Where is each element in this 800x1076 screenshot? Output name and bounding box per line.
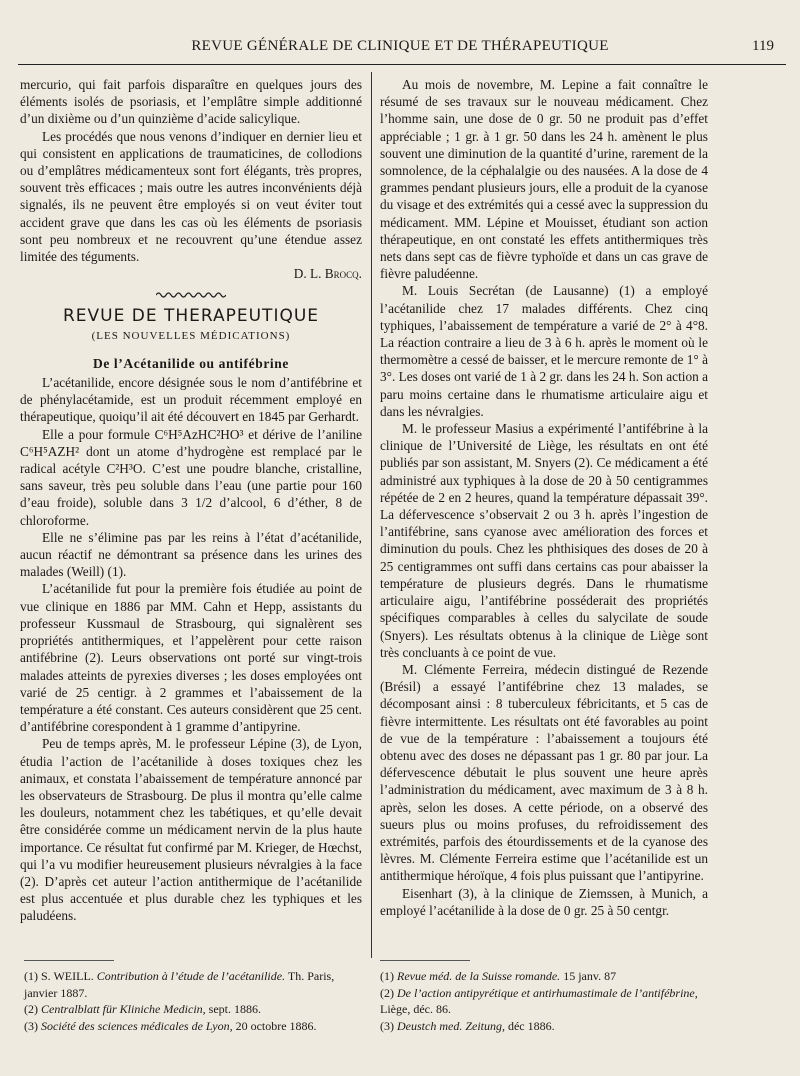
paragraph: M. Clémente Ferreira, médecin distingué de Rezende (Brésil) a essayé l’antifébrine chez 13 malades, se décomposant ainsi : 8 tuberculeux fébricitants, et 5 cas de fièvre intermittente. Les résultats ont été favorables au point de vue de la température : l’abaissement a toujours été obtenu avec des doses ne dépassant pas 1 gr. 80 par jour. La défervescence débutait le plus souvent une heure après l’administration du médicament, avec maximum de 3 à 8 h. après, selon les doses. A cette période, on a observé des sueurs plus ou moins profuses, du refroidissement des extrémités, parfois des étourdissements et de la cyanose des lèvres. M. Clémente Ferreira estime que l’acétanilide est un antithermique héroïque, 4 fois plus puissant que l’antipyrine. — [380, 661, 708, 884]
footnote-rule — [24, 960, 114, 961]
footnote: (2) De l’action antipyrétique et antirhumastimale de l’antifébrine, Liège, déc. 86. — [380, 985, 698, 1016]
footnote: (3) Deustch med. Zeitung, déc 1886. — [380, 1018, 555, 1033]
header-title: REVUE GÉNÉRALE DE CLINIQUE ET DE THÉRAPEUTIQUE — [191, 38, 609, 54]
paragraph: mercurio, qui fait parfois disparaître en quelques jours des éléments isolés de psoriasis, et l’emplâtre simple additionné d’un dixième ou d’un quinzième d’acide salicylique. — [20, 77, 362, 127]
paragraph: L’acétanilide fut pour la première fois étudiée au point de vue clinique en 1886 par MM. Cahn et Hepp, assistants du professeur Kussmaul de Strasbourg, qui signalèrent ses propriétés antithermiques, et l’appelèrent pour cette raison antifébrine (2). Leurs observations ont porté sur vingt-trois malades atteints de pyrexies diverses ; les doses employées ont varié de 25 centigr. à 2 grammes et l’abaissement de la température a été constant. Ces auteurs considèrent que 25 cent. d’antifébrine corespondent à 1 gramme d’antipyrine. — [20, 581, 362, 735]
section-title: REVUE DE THERAPEUTIQUE — [62, 306, 320, 327]
section-subtitle: (LES NOUVELLES MÉDICATIONS) — [91, 329, 291, 342]
header-rule — [18, 64, 786, 65]
footnote: (1) Revue méd. de la Suisse romande. 15 janv. 87 — [380, 969, 617, 983]
ornament-divider — [20, 288, 362, 302]
paragraph: L’acétanilide, encore désignée sous le nom d’antifébrine et de phénylacétamide, est un produit récemment employé en thérapeutique, quoiqu’il ait été découvert en 1845 par Gerhardt. — [20, 375, 362, 425]
signature: D. L. Brocq. — [293, 266, 362, 282]
paragraph: Peu de temps après, M. le professeur Lépine (3), de Lyon, étudia l’action de l’acétanilide à doses toxiques chez les animaux, et constata l’abaissement de température annoncé par les observateurs de Strasbourg. De plus il montra qu’elle calme les douleurs, notamment chez les tabétiques, et qu’elle devait être considérée comme un médicament nervin de la plus haute importance. Ce résultat fut confirmé par M. Krieger, de Hœchst, qui l’a vu modifier heureusement plusieurs névralgies à la face (2). D’après cet auteur l’action antithermique de l’acétanilide est plus accentuée et plus durable chez les typhiques et les paludéens. — [20, 736, 362, 924]
paragraph: Eisenhart (3), à la clinique de Ziemssen, à Munich, a employé l’acétanilide à la dose de 0 gr. 25 à 50 centgr. — [380, 885, 708, 918]
column-divider — [371, 72, 372, 958]
footnote: (3) Société des sciences médicales de Lyon, 20 octobre 1886. — [24, 1018, 317, 1033]
footnote: (1) S. WEILL. Contribution à l’étude de l’acétanilide. Th. Paris, janvier 1887. — [24, 969, 335, 1000]
footnotes-right — [380, 968, 708, 1034]
right-column — [380, 76, 708, 919]
signature-line — [20, 265, 362, 282]
paragraph: M. Louis Secrétan (de Lausanne) (1) a employé l’acétanilide chez 17 malades différents. Chez cinq typhiques, l’abaissement de température a varié de 2° à 4°8. La réaction contraire a lieu de 3 à 6 h. après le moment où le thermomètre a cessé de baisser, et le mercure remonte de 1° à 3°. Les doses ont varié de 1 à 2 gr. dans les 24 h. Son action a paru moins certaine dans le rhumatisme articulaire aigu et dans les névralgies. — [380, 283, 708, 419]
footnote: (2) Centralblatt für Kliniche Medicin, sept. 1886. — [24, 1002, 261, 1016]
left-column — [20, 76, 362, 925]
paragraph: Les procédés que nous venons d’indiquer en dernier lieu et qui consistent en applications de traumaticines, de collodions ou d’emplâtres médicamenteux sont fort élégants, très propres, souvent très efficaces ; mais outre les autres inconvénients déjà signalés, ils ne peuvent être employés si on veut éviter tout accident grave que dans les cas où les éléments de psoriasis sont peu nombreux et ne recouvrent qu’une étendue assez limitée des téguments. — [20, 128, 362, 265]
paragraph: Elle a pour formule C⁶H⁵AzHC²HO³ et dérive de l’aniline C⁶H⁵AZH² dont un atome d’hydrogène est remplacé par le radical acétyle C²H³O. C’est une poudre blanche, cristalline, sans saveur, très peu soluble dans l’eau (une partie pour 160 d’eau froide), soluble dans 3 1/2 d’alcool, 6 d’éther, 8 de chloroforme. — [20, 426, 362, 528]
article-title: De l’Acétanilide ou antifébrine — [93, 355, 289, 371]
paragraph: Au mois de novembre, M. Lepine a fait connaître le résumé de ses travaux sur le nouveau médicament. Chez l’homme sain, une dose de 0 gr. 50 ne produit pas d’effet appréciable ; 1 gr. à 1 gr. 50 dans les 24 h. amènent le plus souvent une diminution de la quantité d’urine, rarement de la somnolence, de la céphalalgie ou des nausées. A la dose de 4 grammes pendant plusieurs jours, elle a produit de la cyanose du visage et des extrémités qui a cessé avec la suppression du médicament. MM. Lépine et Mouisset, étudiant son action thérapeutique, en ont constaté les effets antithermiques très nets dans sept cas de fièvre typhoïde et dans un cas grave de fièvre paludéenne. — [380, 77, 708, 282]
paragraph: M. le professeur Masius a expérimenté l’antifébrine à la clinique de l’Université de Liège, les résultats en ont été publiés par son assistant, M. Snyers (2). Ce médicament a été administré aux typhiques à la dose de 20 à 50 centigrammes répétée de 2 en 2 heures, quand la température dépassait 39°. La défervescence s’observait 2 ou 3 h. après l’ingestion de l’antifébrine, sans cyanose avec amélioration des forces et diminution du pouls. Chez les phthisiques des doses de 20 à 25 centigrammes ont suffi dans certains cas pour abaisser la température de plusieurs degrés. Dans le rhumatisme articulaire aigu, l’antifébrine posséderait des propriétés spécifiques comparables à celles du salycilate de soude (Snyers). Les résultats obtenus à la clinique de Liège sont très concluants à ce point de vue. — [380, 421, 708, 660]
footnotes-left — [24, 968, 364, 1034]
running-header — [20, 36, 780, 60]
footnote-rule — [380, 960, 470, 961]
page-number: 119 — [752, 38, 774, 54]
wave-ornament-icon — [156, 290, 226, 300]
paragraph: Elle ne s’élimine pas par les reins à l’état d’acétanilide, aucun réactif ne démontrant sa présence dans les urines des malades (Weill) (1). — [20, 529, 362, 580]
